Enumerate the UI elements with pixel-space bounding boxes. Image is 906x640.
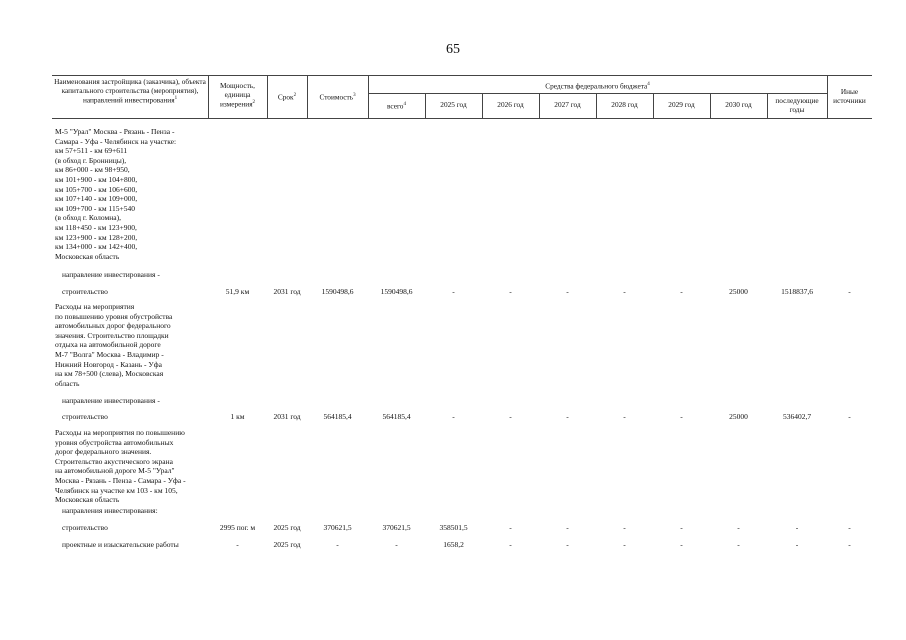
cell-2026: -: [509, 540, 512, 549]
header-capacity: Мощность, единица измерения$^2$: [219, 81, 256, 109]
cell-next-years: -: [795, 540, 799, 549]
cell-2026: -: [509, 412, 512, 421]
cell-2030: -: [737, 540, 740, 549]
cell-capacity: -: [236, 540, 239, 549]
cell-2030: -: [737, 523, 740, 532]
direction-label: направление инвестирования -: [62, 396, 160, 405]
cell-2029: -: [680, 412, 683, 421]
header-2029: 2029 год: [668, 100, 695, 109]
cell-total: 370621,5: [382, 523, 411, 532]
cell-other-sources: -: [848, 523, 851, 532]
cell-term: 2031 год: [273, 287, 301, 296]
object-name: Расходы на мероприятия по повышению уровня обустройства автомобильных дорог федерального значения. Строительство акустического экрана на автомобильной дороге М-5 "Урал" Москва - Рязань - Пенза - Самара - Уфа - Челябинск на участке км 103 - км 105, Московская область: [55, 428, 186, 505]
cell-2029: -: [680, 540, 683, 549]
header-name: Наименования застройщика (заказчика), объекта капитального строительства (мероприятия), направлений инвестирования$^1$: [54, 77, 206, 105]
cell-2026: -: [509, 523, 512, 532]
cell-capacity: 1 км: [230, 412, 245, 421]
cell-2028: -: [623, 412, 626, 421]
cell-term: 2025 год: [273, 523, 301, 532]
cell-2027: -: [566, 523, 569, 532]
header-2028: 2028 год: [611, 100, 638, 109]
header-federal: Средства федерального бюджета$^4$: [545, 81, 650, 91]
direction-label: направление инвестирования -: [62, 270, 160, 279]
header-total: всего$^4$: [387, 101, 406, 111]
cell-2030: 25000: [729, 287, 748, 296]
cell-2025: 358501,5: [439, 523, 468, 532]
cell-other-sources: -: [848, 540, 851, 549]
cell-total: 1590498,6: [380, 287, 413, 296]
cell-2029: -: [680, 523, 683, 532]
header-2030: 2030 год: [725, 100, 752, 109]
object-name: М-5 "Урал" Москва - Рязань - Пенза - Самара - Уфа - Челябинск на участке: км 57+511 - км 69+611 (в обход г. Бронницы), км 86+000 - км 98+950, км 101+900 - км 104+800, км 105+700 - км 106+600, км 107+140 - км 109+000, км 109+700 - км 115+540 (в обход г. Коломна), км 118+450 - км 123+900, км 123+900 - км 128+200, км 134+000 - км 142+400, Московская область: [55, 127, 177, 261]
cell-cost: 564185,4: [323, 412, 352, 421]
page-number: 65: [446, 42, 460, 57]
row-label: строительство: [62, 287, 108, 296]
cell-2029: -: [680, 287, 683, 296]
cell-next-years: 1518837,6: [781, 287, 813, 296]
cell-2027: -: [566, 412, 569, 421]
cell-cost: -: [336, 540, 339, 549]
cell-total: 564185,4: [382, 412, 411, 421]
cell-other-sources: -: [848, 412, 851, 421]
row-label: строительство: [62, 412, 108, 421]
cell-term: 2025 год: [273, 540, 301, 549]
cell-cost: 370621,5: [323, 523, 352, 532]
cell-2028: -: [623, 523, 626, 532]
cell-2027: -: [566, 540, 569, 549]
row-label: строительство: [62, 523, 108, 532]
cell-capacity: 51,9 км: [225, 287, 250, 296]
direction-label: направления инвестирования:: [62, 506, 158, 515]
cell-2027: -: [566, 287, 569, 296]
header-2025: 2025 год: [440, 100, 467, 109]
cell-term: 2031 год: [273, 412, 301, 421]
header-next-years: последующие годы: [775, 96, 819, 114]
cell-2025: 1658,2: [443, 540, 464, 549]
cell-2025: -: [452, 287, 455, 296]
header-other-sources: Иные источники: [833, 87, 866, 105]
cell-next-years: -: [795, 523, 799, 532]
cell-cost: 1590498,6: [321, 287, 354, 296]
cell-total: -: [395, 540, 398, 549]
cell-2028: -: [623, 287, 626, 296]
cell-capacity: 2995 пог. м: [219, 523, 256, 532]
cell-other-sources: -: [848, 287, 851, 296]
cell-2026: -: [509, 287, 512, 296]
header-2027: 2027 год: [554, 100, 581, 109]
row-label: проектные и изыскательские работы: [62, 540, 179, 549]
cell-2028: -: [623, 540, 626, 549]
header-cost: Стоимость$^3$: [319, 92, 356, 102]
header-2026: 2026 год: [497, 100, 524, 109]
object-name: Расходы на мероприятия по повышению уровня обустройства автомобильных дорог федерального значения. Строительство площадки отдыха на автомобильной дороге М-7 "Волга" Москва - Владимир - Нижний Новгород - Казань - Уфа на км 78+500 (слева), Московская область: [55, 302, 173, 388]
header-term: Срок$^2$: [277, 92, 297, 102]
cell-2030: 25000: [729, 412, 748, 421]
cell-2025: -: [452, 412, 455, 421]
cell-next-years: 536402,7: [782, 412, 812, 421]
